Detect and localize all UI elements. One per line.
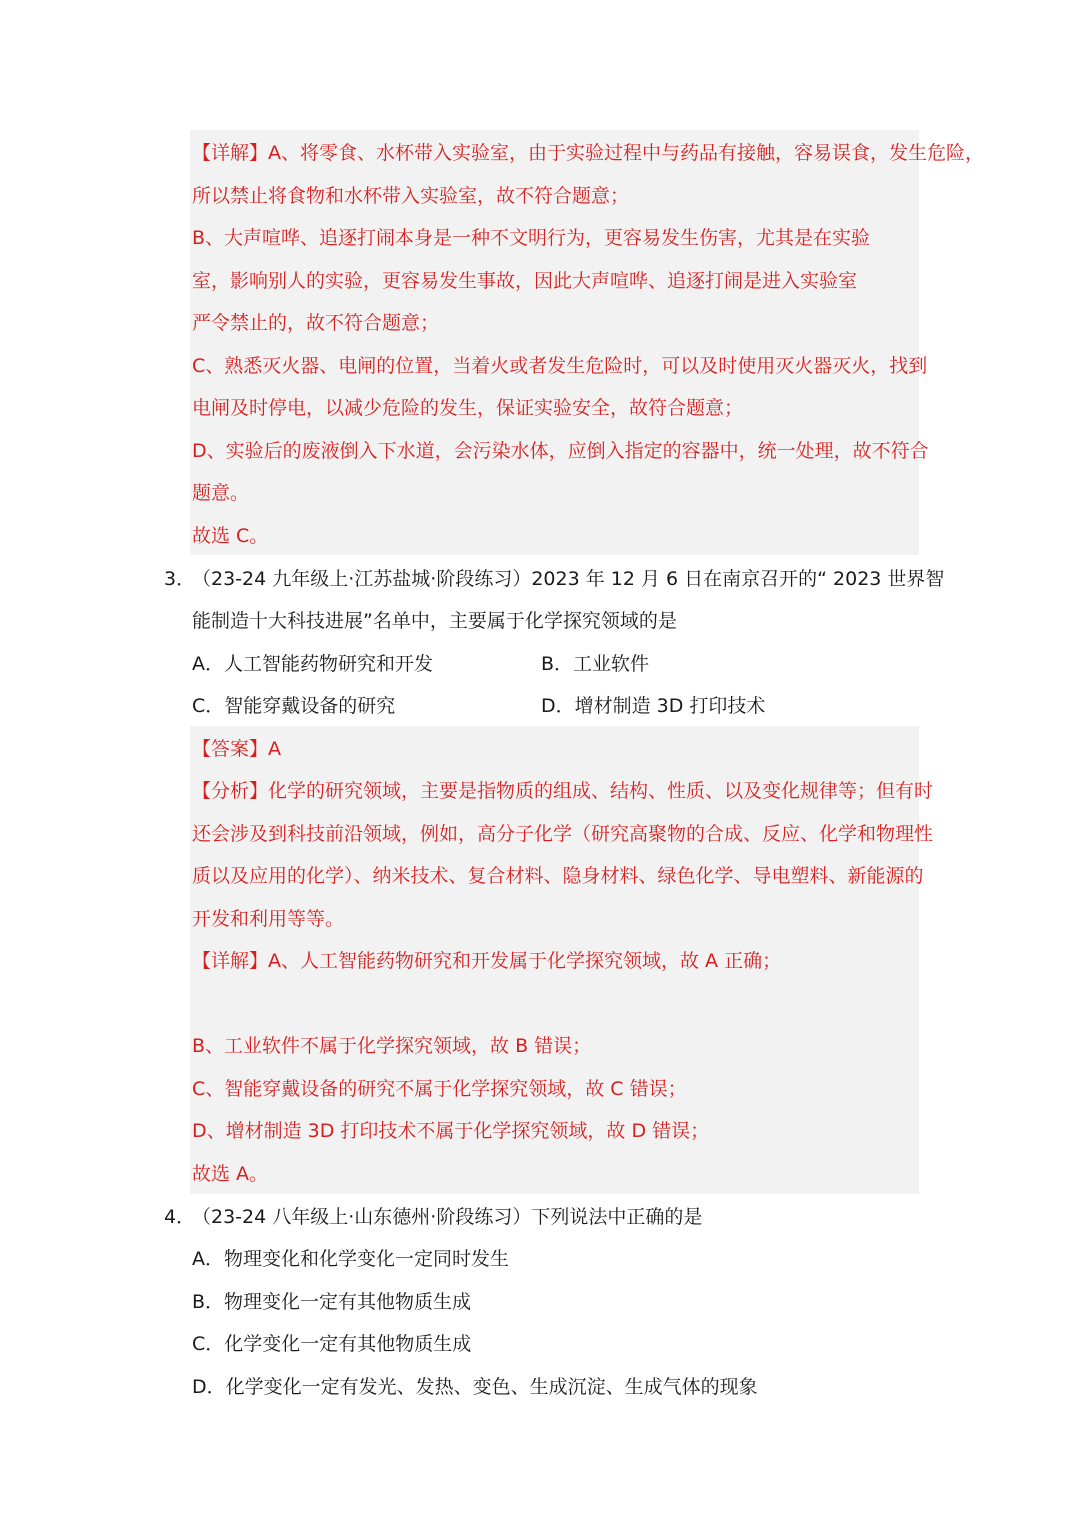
q2-detail-line: 所以禁止将食物和水杯带入实验室，故不符合题意； bbox=[192, 185, 630, 207]
q3-number: 3． bbox=[164, 568, 196, 590]
q4-option-d: D．化学变化一定有发光、发热、变色、生成沉淀、生成气体的现象 bbox=[192, 1376, 758, 1398]
q4-option-c: C．化学变化一定有其他物质生成 bbox=[192, 1333, 472, 1355]
q4-stem: （23-24 八年级上·山东德州·阶段练习）下列说法中正确的是 bbox=[192, 1206, 703, 1228]
q2-option-d-explanation: 题意。 bbox=[192, 482, 250, 504]
q2-option-c-explanation: C、熟悉灭火器、电闸的位置，当着火或者发生危险时，可以及时使用灭火器灭火，找到 bbox=[192, 355, 928, 377]
q3-option-a: A．人工智能药物研究和开发 bbox=[192, 653, 433, 675]
q3-detail-c: C、智能穿戴设备的研究不属于化学探究领域，故 C 错误； bbox=[192, 1078, 687, 1100]
q3-detail-b: B、工业软件不属于化学探究领域，故 B 错误； bbox=[192, 1035, 592, 1057]
q3-option-d: D．增材制造 3D 打印技术 bbox=[541, 695, 766, 717]
q3-analysis: 【分析】化学的研究领域，主要是指物质的组成、结构、性质、以及变化规律等；但有时 bbox=[192, 780, 934, 802]
q3-detail-a: 【详解】A、人工智能药物研究和开发属于化学探究领域，故 A 正确； bbox=[192, 950, 782, 972]
q3-stem: 能制造十大科技进展”名单中，主要属于化学探究领域的是 bbox=[192, 610, 677, 632]
q3-stem: （23-24 九年级上·江苏盐城·阶段练习）2023 年 12 月 6 日在南京召开的“ 2023 世界智 bbox=[192, 568, 945, 590]
q4-option-a: A．物理变化和化学变化一定同时发生 bbox=[192, 1248, 509, 1270]
q2-option-b-explanation: 室，影响别人的实验，更容易发生事故，因此大声喧哗、追逐打闹是进入实验室 bbox=[192, 270, 858, 292]
q2-conclusion: 故选 C。 bbox=[192, 525, 269, 547]
q3-analysis: 还会涉及到科技前沿领域，例如，高分子化学（研究高聚物的合成、反应、化学和物理性 bbox=[192, 823, 934, 845]
q3-answer: 【答案】A bbox=[192, 738, 281, 760]
q3-analysis: 开发和利用等等。 bbox=[192, 908, 345, 930]
q3-detail-d: D、增材制造 3D 打印技术不属于化学探究领域，故 D 错误； bbox=[192, 1120, 710, 1142]
q2-option-d-explanation: D、实验后的废液倒入下水道，会污染水体，应倒入指定的容器中，统一处理，故不符合 bbox=[192, 440, 929, 462]
q2-option-b-explanation: B、大声喧哗、追逐打闹本身是一种不文明行为，更容易发生伤害，尤其是在实验 bbox=[192, 227, 871, 249]
q3-analysis: 质以及应用的化学）、纳米技术、复合材料、隐身材料、绿色化学、导电塑料、新能源的 bbox=[192, 865, 924, 887]
q3-option-c: C．智能穿戴设备的研究 bbox=[192, 695, 396, 717]
q2-detail-line: 【详解】A、将零食、水杯带入实验室，由于实验过程中与药品有接触，容易误食，发生危险， bbox=[192, 142, 985, 164]
q4-option-b: B．物理变化一定有其他物质生成 bbox=[192, 1291, 472, 1313]
q2-option-c-explanation: 电闸及时停电，以减少危险的发生，保证实验安全，故符合题意； bbox=[192, 397, 744, 419]
q3-conclusion: 故选 A。 bbox=[192, 1163, 269, 1185]
q3-option-b: B．工业软件 bbox=[541, 653, 650, 675]
q2-option-b-explanation: 严令禁止的，故不符合题意； bbox=[192, 312, 440, 334]
q4-number: 4． bbox=[164, 1206, 196, 1228]
